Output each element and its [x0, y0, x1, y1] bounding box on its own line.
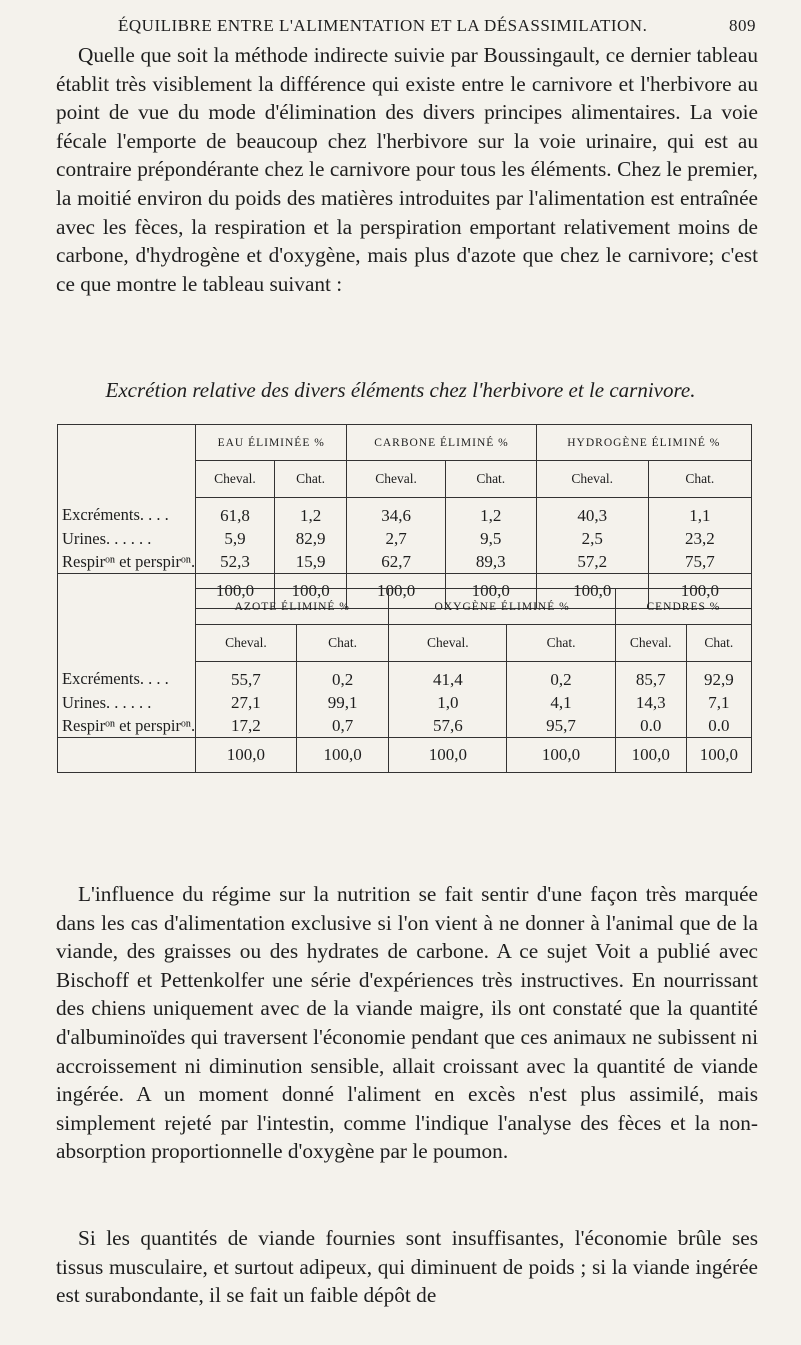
excretion-table-2: [57, 588, 752, 773]
cell: 0,2: [296, 662, 389, 692]
row-label: Respirᵒⁿ et perspirᵒⁿ.: [58, 550, 196, 574]
table-row: [58, 498, 752, 528]
cell: 61,8: [196, 498, 275, 528]
cell: 5,9: [196, 527, 275, 550]
table-caption: Excrétion relative des divers éléments chez l'herbivore et le carnivore.: [105, 378, 696, 402]
table-row: [58, 662, 752, 692]
cell: 85,7: [615, 662, 686, 692]
row-label: Urines. . . . . .: [58, 691, 196, 714]
table2-corner: [58, 589, 196, 625]
table1-subcol: Cheval.: [347, 461, 446, 498]
table1-group-eau: EAU ÉLIMINÉE %: [196, 425, 347, 461]
table2-subcol: Cheval.: [196, 625, 297, 662]
table1-subcol: Chat.: [445, 461, 536, 498]
table2-subheader: [58, 625, 752, 662]
row-label: Respirᵒⁿ et perspirᵒⁿ.: [58, 714, 196, 738]
cell: 92,9: [686, 662, 751, 692]
cell: 17,2: [196, 714, 297, 738]
running-title: ÉQUILIBRE ENTRE L'ALIMENTATION ET LA DÉSASSIMILATION.: [118, 16, 648, 35]
cell: 23,2: [648, 527, 751, 550]
cell: 89,3: [445, 550, 536, 574]
cell: 0.0: [686, 714, 751, 738]
cell: 2,5: [536, 527, 648, 550]
table2-group-azote: AZOTE ÉLIMINÉ %: [196, 589, 389, 625]
page-number: 809: [729, 16, 756, 35]
cell: 57,6: [389, 714, 507, 738]
table2-group-header: [58, 589, 752, 625]
table1-subheader: [58, 461, 752, 498]
table2-subcol: Chat.: [686, 625, 751, 662]
cell: 75,7: [648, 550, 751, 574]
table2-group-oxygene: OXYGÈNE ÉLIMINÉ %: [389, 589, 615, 625]
total-cell: 100,0: [507, 738, 616, 773]
cell: 0,2: [507, 662, 616, 692]
cell: 1,2: [274, 498, 347, 528]
table-row: [58, 550, 752, 574]
table1-group-header: [58, 425, 752, 461]
cell: 7,1: [686, 691, 751, 714]
total-cell: 100,0: [196, 574, 275, 609]
cell: 0.0: [615, 714, 686, 738]
cell: 1,0: [389, 691, 507, 714]
table1-subcol: Cheval.: [196, 461, 275, 498]
paragraph-regime: L'influence du régime sur la nutrition se fait sentir d'une façon très marquée dans les cas d'alimentation exclusive si l'on vient à ne donner à l'animal que de la viande, des graisses ou des hydrates de carbone. A ce sujet Voit a publié avec Bischoff et Pettenkolfer une série d'expériences très instructives. En nourrissant des chiens uniquement avec de la viande maigre, ils ont constaté que la quantité d'albuminoïdes qui traversent l'économie pendant que ces animaux ne subissent ni accroissement ni diminution sensible, allait croissant avec la quantité de viande ingérée. A un moment donné l'aliment en excès n'est plus assimilé, mais simplement rejeté par l'intestin, comme l'indique l'analyse des fèces et la non-absorption proportionnelle d'oxygène par le poumon.: [56, 882, 758, 1164]
total-cell: 100,0: [615, 738, 686, 773]
cell: 52,3: [196, 550, 275, 574]
table1-subcol: Cheval.: [536, 461, 648, 498]
total-cell: 100,0: [536, 574, 648, 609]
cell: 9,5: [445, 527, 536, 550]
table-row: [58, 691, 752, 714]
excretion-table-1: [57, 424, 752, 609]
total-cell: 100,0: [347, 574, 446, 609]
cell: 34,6: [347, 498, 446, 528]
cell: 27,1: [196, 691, 297, 714]
cell: 57,2: [536, 550, 648, 574]
table1-subcol: Chat.: [274, 461, 347, 498]
cell: 1,2: [445, 498, 536, 528]
table2-group-cendres: CENDRES %: [615, 589, 751, 625]
paragraph-quantites: Si les quantités de viande fournies sont insuffisantes, l'économie brûle ses tissus musculaire, et surtout adipeux, qui diminuent de poids ; si la viande ingérée est surabondante, il se fait un faible dépôt de: [56, 1226, 758, 1308]
table1-group-hydrogene: HYDROGÈNE ÉLIMINÉ %: [536, 425, 751, 461]
cell: 55,7: [196, 662, 297, 692]
table-row: [58, 714, 752, 738]
total-cell: 100,0: [445, 574, 536, 609]
table2-subcol: Chat.: [507, 625, 616, 662]
row-label: Excréments. . . .: [58, 498, 196, 528]
cell: 4,1: [507, 691, 616, 714]
total-cell: 100,0: [686, 738, 751, 773]
table2-totals-row: [58, 738, 752, 773]
total-cell: 100,0: [648, 574, 751, 609]
table1-group-carbone: CARBONE ÉLIMINÉ %: [347, 425, 536, 461]
total-cell: 100,0: [389, 738, 507, 773]
cell: 62,7: [347, 550, 446, 574]
total-cell: 100,0: [296, 738, 389, 773]
cell: 82,9: [274, 527, 347, 550]
total-cell: 100,0: [274, 574, 347, 609]
row-label: Urines. . . . . .: [58, 527, 196, 550]
total-cell: 100,0: [196, 738, 297, 773]
paragraph-intro: Quelle que soit la méthode indirecte suivie par Boussingault, ce dernier tableau établit très visiblement la différence qui existe entre le carnivore et l'herbivore au point de vue du mode d'élimination des divers principes alimentaires. La voie fécale l'emporte de beaucoup chez l'herbivore sur la voie urinaire, qui est au contraire prépondérante chez le carnivore pour tous les éléments. Chez le premier, la moitié environ du poids des matières introduites par l'alimentation est entraînée avec les fèces, la respiration et la perspiration emportant relativement moins de carbone, d'hydrogène et d'oxygène, mais plus d'azote que chez le carnivore; c'est ce que montre le tableau suivant :: [56, 43, 758, 296]
cell: 95,7: [507, 714, 616, 738]
table2-subcol: Chat.: [296, 625, 389, 662]
row-label: Excréments. . . .: [58, 662, 196, 692]
table1-subcol: Chat.: [648, 461, 751, 498]
cell: 14,3: [615, 691, 686, 714]
table2-subcol: Cheval.: [389, 625, 507, 662]
cell: 1,1: [648, 498, 751, 528]
cell: 15,9: [274, 550, 347, 574]
cell: 2,7: [347, 527, 446, 550]
cell: 41,4: [389, 662, 507, 692]
table-row: [58, 527, 752, 550]
cell: 40,3: [536, 498, 648, 528]
cell: 99,1: [296, 691, 389, 714]
cell: 0,7: [296, 714, 389, 738]
table1-corner: [58, 425, 196, 461]
table2-subcol: Cheval.: [615, 625, 686, 662]
